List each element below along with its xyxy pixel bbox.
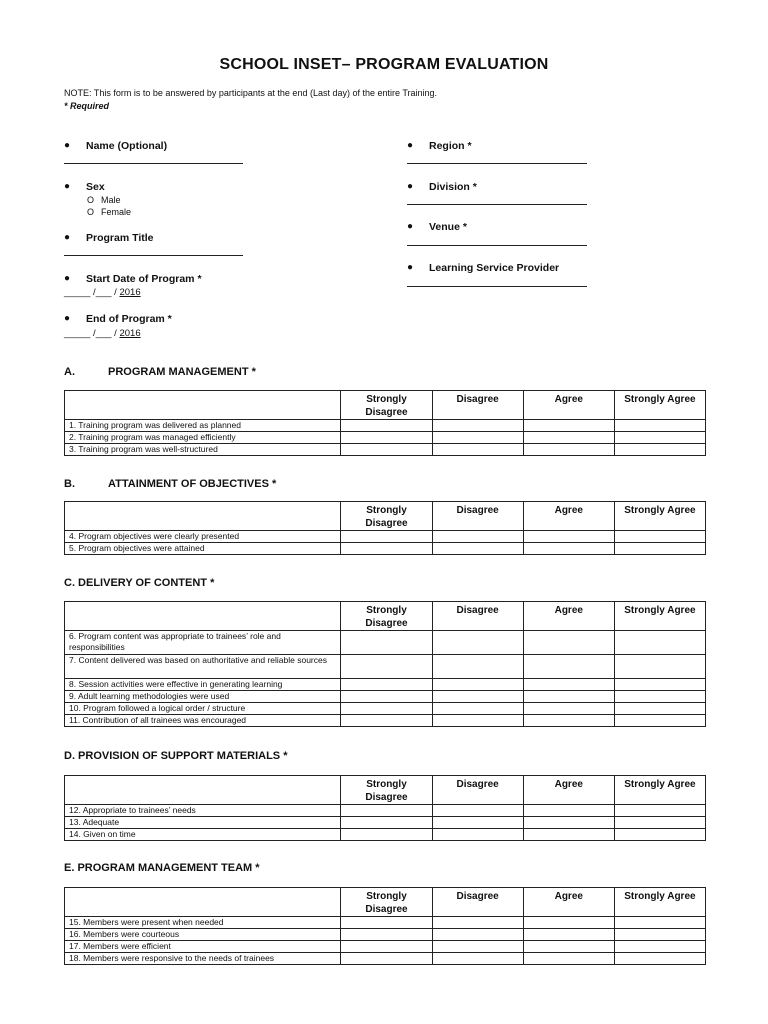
rating-cell[interactable]: [614, 703, 705, 715]
end-date-input[interactable]: [64, 328, 141, 339]
table-row: [65, 929, 706, 941]
division-label: Division *: [429, 181, 477, 193]
rating-cell[interactable]: [432, 941, 523, 953]
form-title: SCHOOL INSET– PROGRAM EVALUATION: [219, 56, 549, 73]
bullet-icon: ●: [64, 181, 71, 192]
table-header-row: [65, 888, 706, 917]
col-strongly-agree: Strongly Agree: [614, 602, 705, 631]
table-row: [65, 543, 706, 555]
rating-cell[interactable]: [341, 817, 432, 829]
header-blank-cell: [65, 602, 341, 631]
col-disagree: Disagree: [432, 502, 523, 531]
item-text: 5. Program objectives were attained: [65, 543, 341, 555]
rating-cell[interactable]: [432, 703, 523, 715]
section-e-table: [64, 887, 706, 965]
rating-cell[interactable]: [341, 715, 432, 727]
item-text: 7. Content delivered was based on authoritative and reliable sources: [65, 655, 341, 679]
section-letter: A.: [64, 366, 75, 378]
rating-cell[interactable]: [341, 631, 432, 655]
section-b-table: [64, 501, 706, 555]
division-input-line[interactable]: [407, 204, 587, 205]
rating-cell[interactable]: [614, 420, 705, 432]
col-disagree: Disagree: [432, 391, 523, 420]
bullet-icon: ●: [407, 262, 414, 273]
table-row: [65, 444, 706, 456]
rating-cell[interactable]: [614, 691, 705, 703]
date-blanks: _____ /___ /: [64, 287, 120, 298]
name-input-line[interactable]: [64, 163, 243, 164]
date-year: 2016: [119, 328, 141, 339]
section-d-heading: [64, 750, 287, 762]
rating-cell[interactable]: [523, 631, 614, 655]
rating-cell[interactable]: [523, 917, 614, 929]
table-row: [65, 703, 706, 715]
rating-cell[interactable]: [341, 543, 432, 555]
item-text: 14. Given on time: [65, 829, 341, 841]
header-blank-cell: [65, 502, 341, 531]
venue-label: Venue *: [429, 221, 467, 233]
bullet-icon: ●: [64, 232, 71, 243]
name-label: Name (Optional): [86, 140, 168, 152]
table-row: [65, 655, 706, 679]
table-row: [65, 432, 706, 444]
col-agree: Agree: [523, 888, 614, 917]
rating-cell[interactable]: [614, 715, 705, 727]
rating-cell[interactable]: [523, 805, 614, 817]
rating-cell[interactable]: [341, 917, 432, 929]
rating-cell[interactable]: [523, 953, 614, 965]
item-text: 10. Program followed a logical order / structure: [65, 703, 341, 715]
col-strongly-agree: Strongly Agree: [614, 888, 705, 917]
rating-cell[interactable]: [432, 929, 523, 941]
rating-cell[interactable]: [341, 531, 432, 543]
radio-circle-icon: O: [87, 195, 95, 205]
bullet-icon: ●: [64, 313, 71, 324]
item-text: 6. Program content was appropriate to trainees’ role and responsibilities: [65, 631, 341, 655]
start-date-label: Start Date of Program *: [86, 273, 202, 285]
rating-cell[interactable]: [523, 679, 614, 691]
header-blank-cell: [65, 391, 341, 420]
region-input-line[interactable]: [407, 163, 587, 164]
section-c-table: [64, 601, 706, 727]
sex-option-female[interactable]: [87, 207, 131, 217]
bullet-icon: ●: [64, 140, 71, 151]
table-row: [65, 829, 706, 841]
col-strongly-disagree: Strongly Disagree: [341, 602, 432, 631]
header-blank-cell: [65, 888, 341, 917]
rating-cell[interactable]: [614, 917, 705, 929]
section-d-table: [64, 775, 706, 841]
section-letter: B.: [64, 478, 75, 490]
col-strongly-agree: Strongly Agree: [614, 502, 705, 531]
sex-option-male[interactable]: [87, 195, 121, 205]
col-strongly-disagree: Strongly Disagree: [341, 776, 432, 805]
item-text: 17. Members were efficient: [65, 941, 341, 953]
section-a-table: [64, 390, 706, 456]
table-row: [65, 817, 706, 829]
header-blank-cell: [65, 776, 341, 805]
rating-cell[interactable]: [432, 543, 523, 555]
rating-cell[interactable]: [614, 941, 705, 953]
item-text: 4. Program objectives were clearly presented: [65, 531, 341, 543]
rating-cell[interactable]: [614, 444, 705, 456]
section-title: E. PROGRAM MANAGEMENT TEAM *: [64, 862, 260, 874]
section-e-heading: [64, 862, 260, 874]
program-title-input-line[interactable]: [64, 255, 243, 256]
sex-option-label: Male: [101, 195, 121, 205]
table-row: [65, 941, 706, 953]
col-strongly-disagree: Strongly Disagree: [341, 888, 432, 917]
col-strongly-agree: Strongly Agree: [614, 391, 705, 420]
table-header-row: [65, 776, 706, 805]
item-text: 16. Members were courteous: [65, 929, 341, 941]
sex-option-label: Female: [101, 207, 132, 217]
rating-cell[interactable]: [432, 679, 523, 691]
rating-cell[interactable]: [341, 953, 432, 965]
date-year: 2016: [119, 287, 141, 298]
rating-cell[interactable]: [341, 444, 432, 456]
table-row: [65, 917, 706, 929]
form-note: NOTE: This form is to be answered by participants at the end (Last day) of the entire Training.: [64, 88, 438, 98]
col-strongly-disagree: Strongly Disagree: [341, 502, 432, 531]
rating-cell[interactable]: [341, 655, 432, 679]
rating-cell[interactable]: [523, 817, 614, 829]
rating-cell[interactable]: [432, 655, 523, 679]
rating-cell[interactable]: [523, 829, 614, 841]
col-strongly-disagree: Strongly Disagree: [341, 391, 432, 420]
table-row: [65, 531, 706, 543]
table-row: [65, 679, 706, 691]
rating-cell[interactable]: [523, 420, 614, 432]
col-agree: Agree: [523, 602, 614, 631]
rating-cell[interactable]: [614, 805, 705, 817]
rating-cell[interactable]: [523, 432, 614, 444]
item-text: 18. Members were responsive to the needs of trainees: [65, 953, 341, 965]
item-text: 15. Members were present when needed: [65, 917, 341, 929]
rating-cell[interactable]: [432, 953, 523, 965]
rating-cell[interactable]: [341, 432, 432, 444]
table-row: [65, 691, 706, 703]
item-text: 1. Training program was delivered as planned: [65, 420, 341, 432]
rating-cell[interactable]: [523, 703, 614, 715]
item-text: 3. Training program was well-structured: [65, 444, 341, 456]
region-label: Region *: [429, 140, 472, 152]
table-header-row: [65, 502, 706, 531]
rating-cell[interactable]: [614, 829, 705, 841]
rating-cell[interactable]: [432, 432, 523, 444]
section-title: D. PROVISION OF SUPPORT MATERIALS *: [64, 750, 288, 762]
required-note: * Required: [64, 101, 110, 111]
rating-cell[interactable]: [341, 691, 432, 703]
rating-cell[interactable]: [523, 531, 614, 543]
bullet-icon: ●: [64, 273, 71, 284]
rating-cell[interactable]: [432, 917, 523, 929]
item-text: 8. Session activities were effective in generating learning: [65, 679, 341, 691]
bullet-icon: ●: [407, 221, 414, 232]
bullet-icon: ●: [407, 140, 414, 151]
rating-cell[interactable]: [432, 631, 523, 655]
section-b-heading: [64, 478, 276, 490]
table-row: [65, 631, 706, 655]
rating-cell[interactable]: [341, 941, 432, 953]
rating-cell[interactable]: [614, 432, 705, 444]
end-date-label: End of Program *: [86, 313, 172, 325]
item-text: 2. Training program was managed efficiently: [65, 432, 341, 444]
col-agree: Agree: [523, 502, 614, 531]
rating-cell[interactable]: [523, 691, 614, 703]
rating-cell[interactable]: [341, 829, 432, 841]
rating-cell[interactable]: [523, 715, 614, 727]
rating-cell[interactable]: [614, 679, 705, 691]
rating-cell[interactable]: [523, 929, 614, 941]
section-a-heading: [64, 366, 256, 378]
section-title: PROGRAM MANAGEMENT *: [108, 366, 256, 378]
rating-cell[interactable]: [432, 829, 523, 841]
col-agree: Agree: [523, 776, 614, 805]
rating-cell[interactable]: [432, 531, 523, 543]
provider-label: Learning Service Provider: [429, 262, 560, 274]
provider-input-line[interactable]: [407, 286, 587, 287]
rating-cell[interactable]: [614, 929, 705, 941]
radio-circle-icon: O: [87, 207, 95, 217]
col-strongly-agree: Strongly Agree: [614, 776, 705, 805]
rating-cell[interactable]: [341, 805, 432, 817]
start-date-input[interactable]: [64, 287, 141, 298]
rating-cell[interactable]: [432, 715, 523, 727]
rating-cell[interactable]: [523, 444, 614, 456]
rating-cell[interactable]: [523, 941, 614, 953]
rating-cell[interactable]: [341, 420, 432, 432]
rating-cell[interactable]: [341, 929, 432, 941]
rating-cell[interactable]: [432, 817, 523, 829]
table-row: [65, 953, 706, 965]
table-row: [65, 715, 706, 727]
col-disagree: Disagree: [432, 602, 523, 631]
rating-cell[interactable]: [614, 953, 705, 965]
col-disagree: Disagree: [432, 888, 523, 917]
item-text: 13. Adequate: [65, 817, 341, 829]
table-header-row: [65, 602, 706, 631]
rating-cell[interactable]: [341, 703, 432, 715]
item-text: 12. Appropriate to trainees’ needs: [65, 805, 341, 817]
item-text: 11. Contribution of all trainees was encouraged: [65, 715, 341, 727]
section-title: C. DELIVERY OF CONTENT *: [64, 577, 215, 589]
item-text: 9. Adult learning methodologies were used: [65, 691, 341, 703]
sex-label: Sex: [86, 181, 105, 193]
rating-cell[interactable]: [432, 805, 523, 817]
rating-cell[interactable]: [614, 631, 705, 655]
bullet-icon: ●: [407, 181, 414, 192]
table-row: [65, 420, 706, 432]
section-c-heading: [64, 577, 214, 589]
rating-cell[interactable]: [614, 543, 705, 555]
rating-cell[interactable]: [614, 655, 705, 679]
rating-cell[interactable]: [523, 655, 614, 679]
col-agree: Agree: [523, 391, 614, 420]
program-title-label: Program Title: [86, 232, 154, 244]
table-row: [65, 805, 706, 817]
rating-cell[interactable]: [432, 444, 523, 456]
rating-cell[interactable]: [341, 679, 432, 691]
rating-cell[interactable]: [614, 817, 705, 829]
rating-cell[interactable]: [614, 531, 705, 543]
table-header-row: [65, 391, 706, 420]
rating-cell[interactable]: [432, 691, 523, 703]
date-blanks: _____ /___ /: [64, 328, 120, 339]
rating-cell[interactable]: [523, 543, 614, 555]
col-disagree: Disagree: [432, 776, 523, 805]
section-title: ATTAINMENT OF OBJECTIVES *: [108, 478, 277, 490]
rating-cell[interactable]: [432, 420, 523, 432]
venue-input-line[interactable]: [407, 245, 587, 246]
